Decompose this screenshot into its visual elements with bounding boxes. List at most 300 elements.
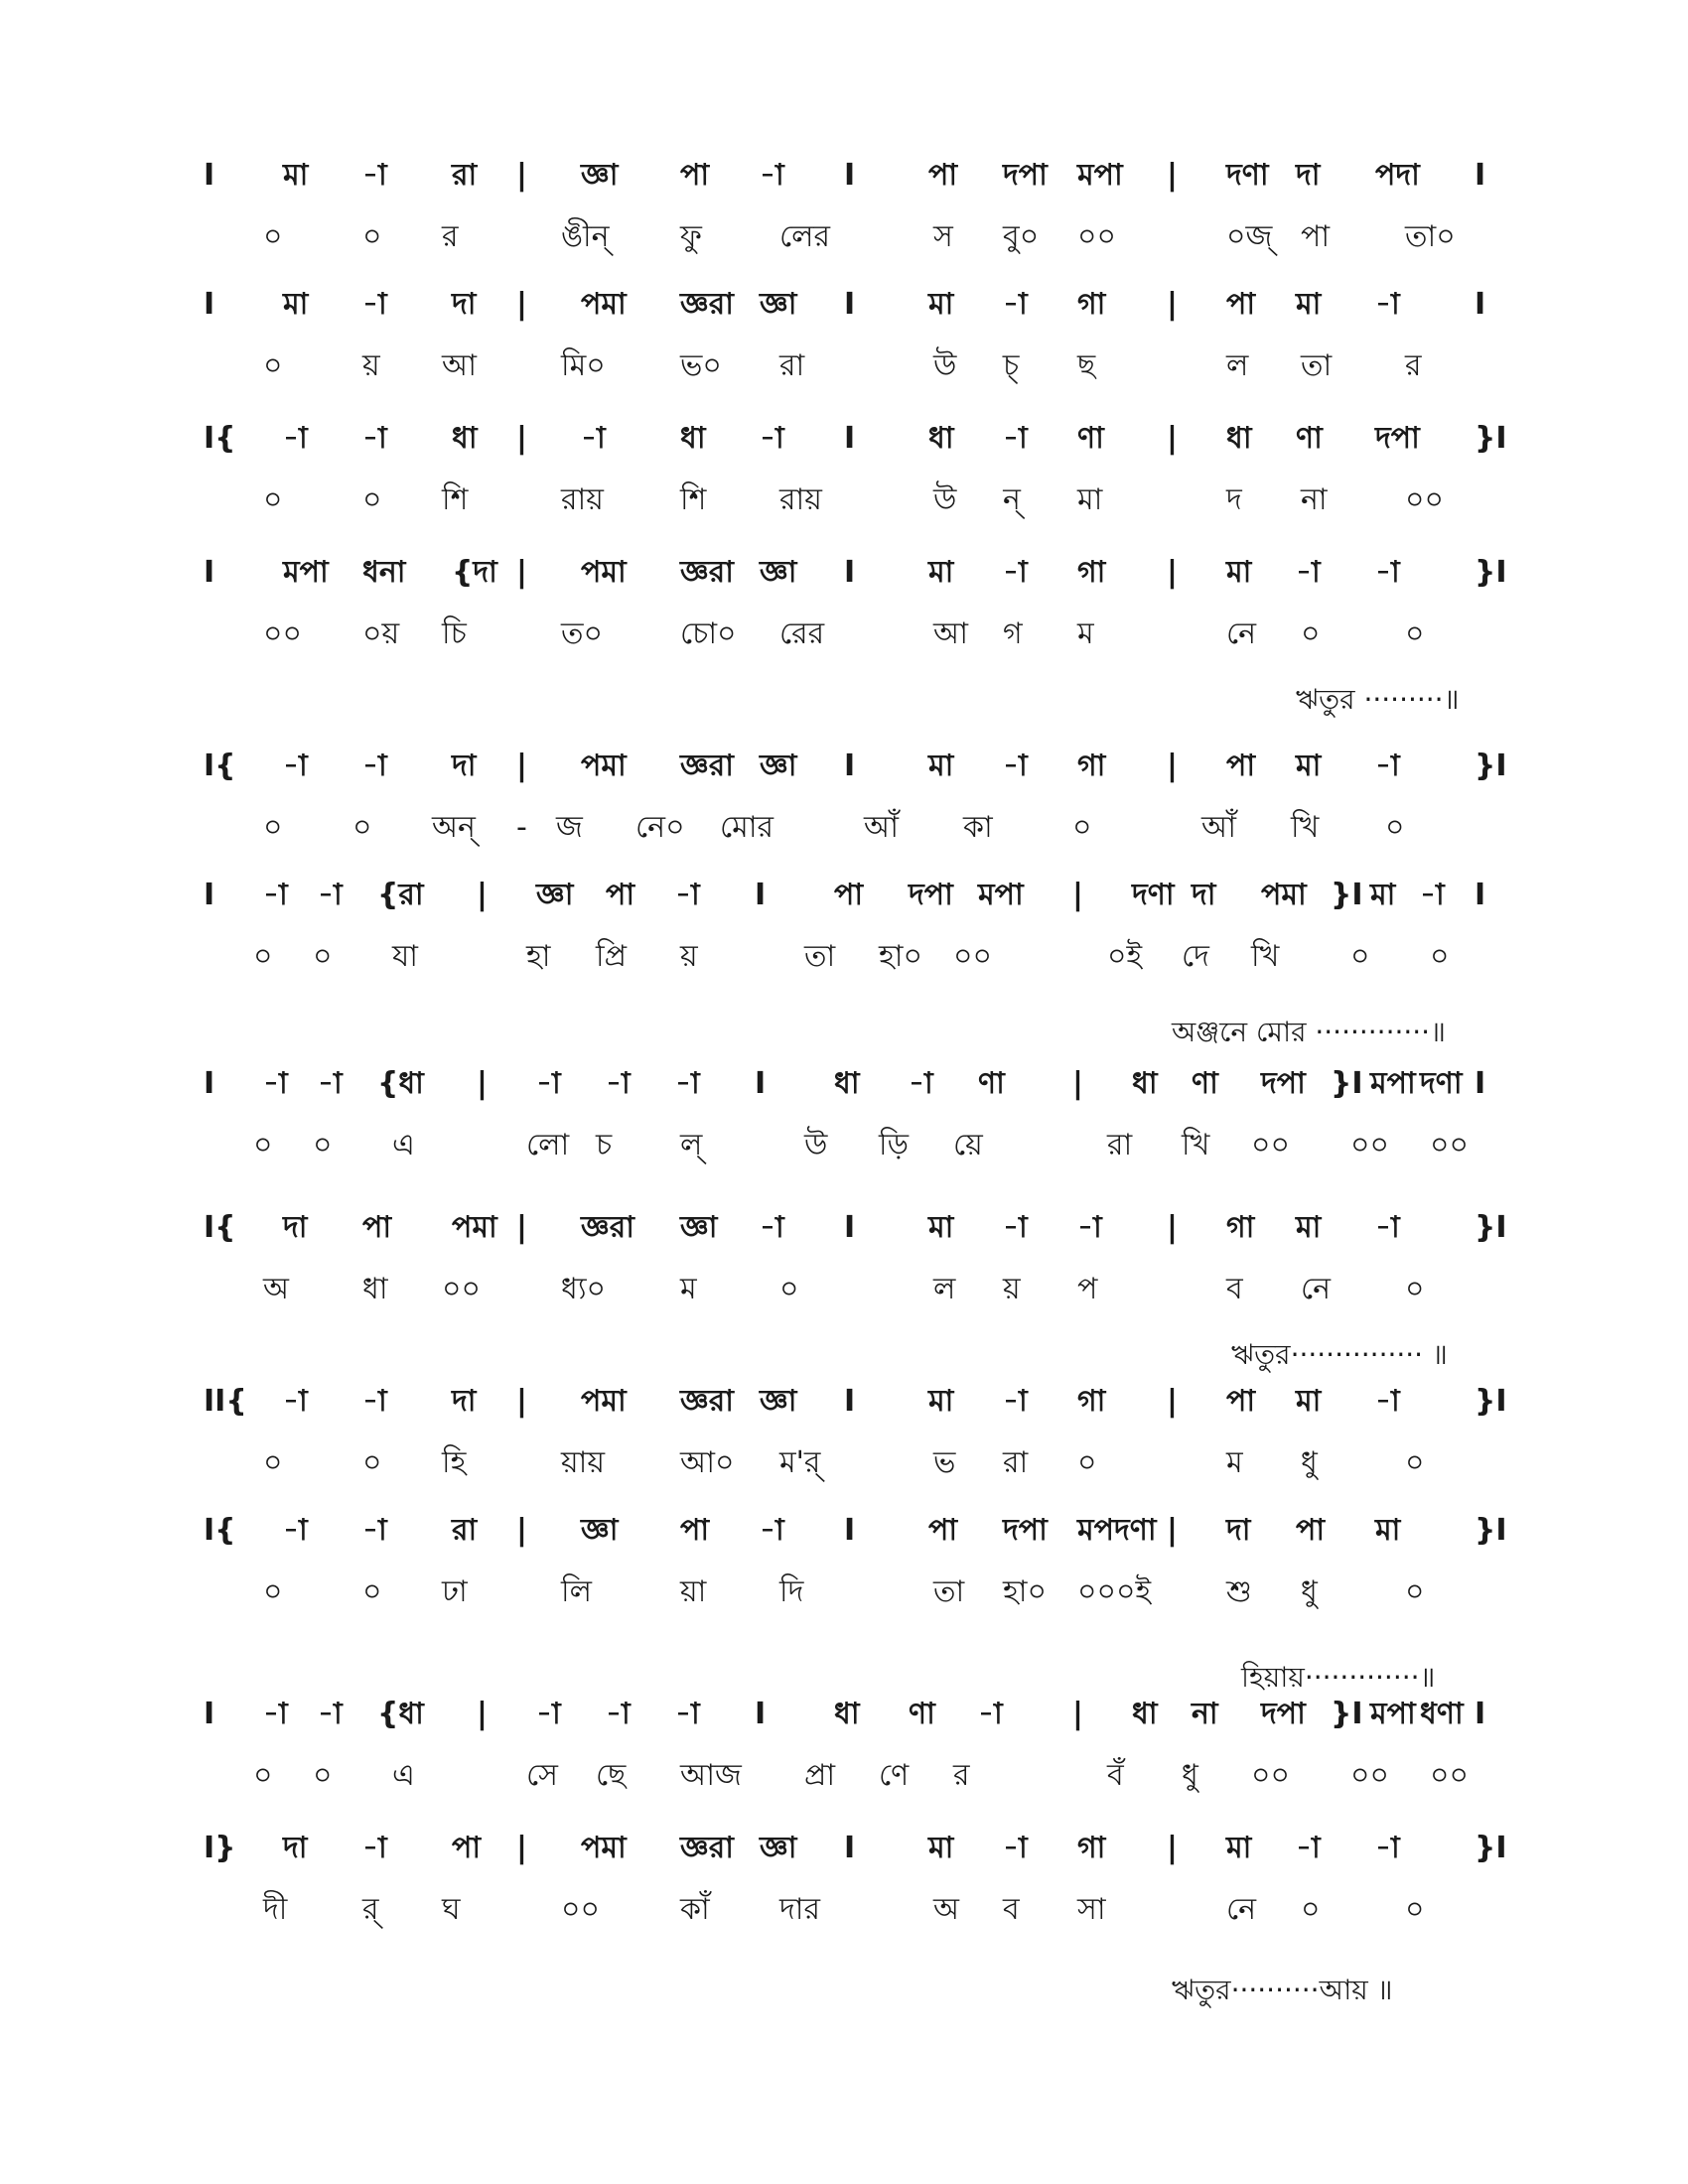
lyric-syllable: চো০: [680, 616, 737, 651]
swara-note: {ধা: [377, 1066, 424, 1101]
swara-note: ণা: [1192, 1066, 1218, 1101]
lyric-syllable: হা০: [1003, 1574, 1047, 1609]
lyric-syllable: ০য়: [362, 616, 400, 651]
barline: I: [844, 749, 856, 783]
lyric-syllable: ০: [1301, 616, 1321, 651]
barline: |: [1167, 749, 1178, 783]
lyric-syllable: ০: [352, 810, 372, 845]
lyric-syllable: লি: [561, 1574, 592, 1609]
swara-note: -া: [1077, 1210, 1102, 1245]
lyric-syllable: অন্: [432, 810, 476, 845]
notation-line: [0, 1827, 1688, 1870]
barline: I: [1475, 1066, 1486, 1101]
barline: I}: [204, 1831, 236, 1865]
barline: I: [204, 1066, 215, 1101]
swara-note: মা: [1370, 878, 1396, 912]
swara-note: গা: [1077, 1831, 1106, 1865]
lyrics-line: [0, 1570, 1688, 1614]
swara-note: মপা: [978, 878, 1024, 912]
barline: I: [204, 287, 215, 322]
lyric-syllable: ০: [779, 1272, 799, 1306]
barline: I: [204, 1697, 215, 1731]
swara-note: দা: [452, 749, 477, 783]
swara-note: পমা: [1261, 878, 1307, 912]
barline: }I: [1475, 421, 1507, 456]
swara-note: -া: [536, 1697, 561, 1731]
notation-line: [0, 551, 1688, 595]
swara-note: জ্ঞরা: [680, 749, 734, 783]
lyric-syllable: নে: [1301, 1272, 1332, 1306]
barline: |: [1167, 1210, 1178, 1245]
swara-note: -া: [1003, 1831, 1028, 1865]
swara-note: পা: [680, 1513, 710, 1548]
swara-note: দপা: [1261, 1697, 1306, 1731]
lyric-syllable: কা: [963, 810, 993, 845]
swara-note: জ্ঞরা: [680, 287, 734, 322]
swara-note: পা: [1226, 749, 1256, 783]
lyric-syllable: ড়ি: [879, 1128, 910, 1162]
lyric-syllable: ০: [362, 219, 382, 254]
lyric-syllable: সে: [526, 1758, 558, 1793]
swara-note: -া: [318, 1066, 343, 1101]
lyric-syllable: ০: [313, 1758, 333, 1793]
swara-note: পমা: [581, 287, 627, 322]
barline: |: [1072, 1697, 1083, 1731]
swara-note: ধা: [928, 421, 954, 456]
swara-note: পা: [1296, 1513, 1326, 1548]
swara-note: পা: [1226, 287, 1256, 322]
swara-note: -া: [362, 158, 387, 193]
lyrics-line: [0, 935, 1688, 979]
lyric-syllable: উ: [933, 348, 957, 383]
lyric-syllable: ০: [313, 1128, 333, 1162]
refrain-cue: ঋতুর··············· ॥: [1231, 1338, 1448, 1371]
swara-note: -া: [362, 1384, 387, 1419]
lyric-syllable: নে: [1226, 1892, 1257, 1927]
swara-note: -া: [675, 878, 700, 912]
lyrics-line: [0, 478, 1688, 522]
swara-note: ধনা: [362, 555, 406, 590]
swara-note: জ্ঞা: [581, 158, 619, 193]
swara-note: -া: [606, 1697, 631, 1731]
swara-note: -া: [283, 1384, 308, 1419]
lyric-syllable: ০: [362, 1574, 382, 1609]
barline: |: [516, 749, 527, 783]
swara-note: -া: [318, 1697, 343, 1731]
swara-note: ণা: [909, 1697, 935, 1731]
swara-note: -া: [675, 1066, 700, 1101]
barline: I: [844, 1831, 856, 1865]
lyric-syllable: ০০০ই: [1077, 1574, 1152, 1609]
lyric-syllable: উ: [804, 1128, 828, 1162]
swara-note: দপা: [1003, 158, 1048, 193]
lyric-syllable: শি: [680, 482, 707, 517]
swara-note: জ্ঞা: [581, 1513, 619, 1548]
swara-note: {ধা: [377, 1697, 424, 1731]
barline: I: [1475, 287, 1486, 322]
refrain-cue: ঋতুর ·········॥: [1296, 683, 1460, 716]
barline: I: [844, 287, 856, 322]
swara-note: -া: [1296, 1831, 1321, 1865]
swara-note: দা: [452, 1384, 477, 1419]
swara-note: মা: [928, 1210, 954, 1245]
barline: }I: [1475, 1210, 1507, 1245]
barline: I{: [204, 1210, 236, 1245]
barline: }I: [1475, 555, 1507, 590]
barline: I: [755, 1066, 767, 1101]
lyric-syllable: লো: [526, 1128, 570, 1162]
swara-note: দা: [283, 1210, 308, 1245]
lyric-syllable: ব: [1003, 1892, 1020, 1927]
swara-note: রা: [452, 1513, 478, 1548]
swara-note: -া: [362, 1831, 387, 1865]
notation-line: [0, 745, 1688, 788]
barline: I: [844, 555, 856, 590]
lyric-syllable: ০: [263, 348, 283, 383]
swara-note: -া: [362, 749, 387, 783]
swara-note: {দা: [452, 555, 497, 590]
lyric-syllable: য়া: [680, 1574, 707, 1609]
swara-note: মা: [283, 158, 309, 193]
swara-note: পা: [606, 878, 635, 912]
lyric-syllable: ০০: [1430, 1758, 1470, 1793]
swara-note: -া: [1375, 749, 1400, 783]
lyrics-line: [0, 806, 1688, 850]
swara-note: দণা: [1226, 158, 1269, 193]
barline: }I: [1475, 1384, 1507, 1419]
lyric-syllable: প্রা: [804, 1758, 836, 1793]
lyric-syllable: তা: [1301, 348, 1333, 383]
swara-note: মপা: [283, 555, 329, 590]
lyric-syllable: ০: [1405, 1574, 1425, 1609]
lyric-syllable: গ: [1003, 616, 1023, 651]
lyric-syllable: ম'র্: [779, 1445, 821, 1480]
lyric-syllable: র: [1405, 348, 1422, 383]
barline: |: [1167, 1831, 1178, 1865]
swara-note: জ্ঞা: [760, 555, 797, 590]
barline: I{: [204, 421, 236, 456]
lyric-syllable: অ: [933, 1892, 959, 1927]
swara-note: -া: [283, 1513, 308, 1548]
lyric-syllable: ০: [1385, 810, 1405, 845]
swara-note: ধা: [1132, 1066, 1158, 1101]
swara-note: জ্ঞরা: [680, 555, 734, 590]
swara-note: পা: [834, 878, 864, 912]
swara-note: -া: [536, 1066, 561, 1101]
swara-note: -া: [318, 878, 343, 912]
notation-line: [0, 1380, 1688, 1424]
lyrics-line: [0, 1888, 1688, 1932]
lyric-syllable: ০: [362, 1445, 382, 1480]
swara-note: দপা: [1261, 1066, 1306, 1101]
notation-line: [0, 417, 1688, 461]
lyric-syllable: বঁ: [1107, 1758, 1124, 1793]
lyric-syllable: পা: [1301, 219, 1331, 254]
lyric-syllable: ০: [263, 810, 283, 845]
swara-note: -া: [909, 1066, 933, 1101]
swara-note: দণা: [1420, 1066, 1463, 1101]
swara-note: গা: [1226, 1210, 1255, 1245]
swara-note: জ্ঞা: [680, 1210, 718, 1245]
swara-note: -া: [1375, 1210, 1400, 1245]
lyric-syllable: য়: [362, 348, 380, 383]
barline: |: [516, 1831, 527, 1865]
lyric-syllable: মা: [1077, 482, 1103, 517]
lyrics-line: [0, 215, 1688, 259]
swara-note: দপা: [1003, 1513, 1048, 1548]
barline: }I: [1475, 1831, 1507, 1865]
lyrics-line: [0, 1754, 1688, 1798]
lyric-syllable: সা: [1077, 1892, 1106, 1927]
barline: I: [844, 421, 856, 456]
swara-note: ধা: [834, 1066, 860, 1101]
notation-line: [0, 283, 1688, 327]
swara-note: পমা: [581, 1384, 627, 1419]
lyrics-line: [0, 1268, 1688, 1311]
lyric-syllable: ফু: [680, 219, 702, 254]
swara-note: না: [1192, 1697, 1218, 1731]
swara-note: গা: [1077, 1384, 1106, 1419]
swara-note: -া: [675, 1697, 700, 1731]
swara-note: -া: [263, 878, 288, 912]
barline: I: [204, 878, 215, 912]
swara-note: -া: [1003, 555, 1028, 590]
notation-line: [0, 1062, 1688, 1106]
lyric-syllable: ০: [1301, 1892, 1321, 1927]
lyric-syllable: ভ: [933, 1445, 956, 1480]
barline: |: [1072, 1066, 1083, 1101]
lyric-syllable: ধু: [1301, 1445, 1318, 1480]
swara-note: ধা: [1226, 421, 1252, 456]
barline: |: [1167, 1384, 1178, 1419]
lyrics-line: [0, 1124, 1688, 1167]
swara-note: -া: [362, 421, 387, 456]
lyric-syllable: ধু: [1182, 1758, 1198, 1793]
lyric-syllable: দী: [263, 1892, 288, 1927]
lyric-syllable: দার: [779, 1892, 820, 1927]
lyric-syllable: নে: [1226, 616, 1257, 651]
swara-note: ধা: [452, 421, 478, 456]
lyric-syllable: ছে: [596, 1758, 627, 1793]
barline: |: [516, 421, 527, 456]
swara-note: -া: [1375, 555, 1400, 590]
lyric-syllable: ল: [933, 1272, 956, 1306]
swara-note: জ্ঞা: [760, 1384, 797, 1419]
lyric-syllable: ম: [1226, 1445, 1243, 1480]
lyric-syllable: ০: [1430, 939, 1450, 974]
lyric-syllable: ০: [1405, 1892, 1425, 1927]
swara-note: মা: [1296, 1210, 1322, 1245]
lyric-syllable: য়: [680, 939, 698, 974]
lyric-syllable: প: [1077, 1272, 1098, 1306]
swara-note: -া: [1003, 287, 1028, 322]
lyric-syllable: প্রি: [596, 939, 627, 974]
lyric-syllable: চি: [442, 616, 467, 651]
barline: |: [516, 287, 527, 322]
swara-note: মা: [1226, 555, 1252, 590]
lyric-syllable: মি০: [561, 348, 606, 383]
barline: I: [844, 158, 856, 193]
lyric-syllable: কাঁ: [680, 1892, 710, 1927]
lyric-syllable: লের: [779, 219, 831, 254]
swara-note: -া: [1375, 287, 1400, 322]
swara-note: -া: [283, 749, 308, 783]
lyric-syllable: ভ০: [680, 348, 722, 383]
lyric-syllable: য়: [1003, 1272, 1021, 1306]
swara-note: -া: [1420, 878, 1445, 912]
notation-line: [0, 1509, 1688, 1553]
swara-note: মা: [928, 1831, 954, 1865]
lyric-syllable: ০: [1405, 1445, 1425, 1480]
swara-note: জ্ঞরা: [680, 1384, 734, 1419]
swara-note: জ্ঞা: [760, 1831, 797, 1865]
lyric-syllable: দি: [779, 1574, 804, 1609]
swara-note: ধণা: [1420, 1697, 1464, 1731]
swara-note: দা: [452, 287, 477, 322]
lyric-syllable: জ: [556, 810, 583, 845]
lyric-syllable: ল্: [680, 1128, 703, 1162]
swara-note: -া: [1375, 1384, 1400, 1419]
swara-note: -া: [362, 1513, 387, 1548]
barline: |: [516, 1210, 527, 1245]
barline: }I: [1331, 878, 1363, 912]
lyric-syllable: ম: [680, 1272, 697, 1306]
lyric-syllable: য়ে: [953, 1128, 983, 1162]
barline: I: [204, 555, 215, 590]
lyric-syllable: ম: [1077, 616, 1094, 651]
lyric-syllable: র্: [362, 1892, 379, 1927]
swara-note: {রা: [377, 878, 424, 912]
lyric-syllable: র: [442, 219, 459, 254]
barline: I: [1475, 158, 1486, 193]
swara-note: ণা: [978, 1066, 1005, 1101]
lyric-syllable: আঁ: [1201, 810, 1236, 845]
barline: I: [844, 1513, 856, 1548]
swara-note: -া: [760, 158, 784, 193]
lyrics-line: [0, 344, 1688, 388]
swara-note: -া: [263, 1697, 288, 1731]
lyric-syllable: ন্: [1003, 482, 1021, 517]
lyric-syllable: ঙীন্: [561, 219, 610, 254]
lyric-syllable: এ: [392, 1128, 415, 1162]
swara-note: -া: [1003, 421, 1028, 456]
swara-note: জ্ঞরা: [581, 1210, 634, 1245]
swara-note: -া: [1003, 1384, 1028, 1419]
lyric-syllable: ০ই: [1107, 939, 1143, 974]
swara-note: পা: [362, 1210, 392, 1245]
lyric-syllable: ধা: [362, 1272, 388, 1306]
swara-note: পা: [928, 158, 958, 193]
notation-line: [0, 154, 1688, 198]
lyric-syllable: ণে: [879, 1758, 910, 1793]
lyric-syllable: ০: [263, 482, 283, 517]
swara-note: দপা: [909, 878, 953, 912]
lyric-syllable: ০: [253, 939, 273, 974]
barline: I: [844, 1384, 856, 1419]
barline: I: [755, 878, 767, 912]
lyric-syllable: ০০: [1251, 1128, 1291, 1162]
swara-note: ণা: [1296, 421, 1323, 456]
swara-note: জ্ঞা: [536, 878, 574, 912]
barline: |: [1167, 158, 1178, 193]
lyric-syllable: মোর: [720, 810, 774, 845]
lyric-syllable: তা: [804, 939, 836, 974]
lyric-syllable: রা: [779, 348, 805, 383]
swara-note: পমা: [452, 1210, 497, 1245]
lyric-syllable: খি: [1251, 939, 1280, 974]
barline: |: [516, 555, 527, 590]
barline: |: [516, 1513, 527, 1548]
barline: |: [516, 1384, 527, 1419]
barline: |: [1167, 1513, 1178, 1548]
lyric-syllable: আ০: [680, 1445, 735, 1480]
lyric-syllable: ০০: [442, 1272, 482, 1306]
swara-note: গা: [1077, 555, 1106, 590]
lyric-syllable: উ: [933, 482, 957, 517]
swara-note: -া: [362, 287, 387, 322]
swara-note: ধা: [680, 421, 706, 456]
barline: }I: [1475, 1513, 1507, 1548]
lyric-syllable: রায়: [561, 482, 604, 517]
lyric-syllable: ০: [313, 939, 333, 974]
lyric-syllable: হা: [526, 939, 551, 974]
lyric-syllable: খি: [1182, 1128, 1210, 1162]
lyric-syllable: ০: [1072, 810, 1092, 845]
barline: }I: [1331, 1066, 1363, 1101]
lyric-syllable: ০: [1350, 939, 1370, 974]
lyric-syllable: ০০: [1077, 219, 1117, 254]
swara-note: রা: [452, 158, 478, 193]
lyric-syllable: স: [933, 219, 953, 254]
swara-note: জ্ঞরা: [680, 1831, 734, 1865]
lyric-syllable: ০জ্: [1226, 219, 1273, 254]
lyric-syllable: আঁ: [864, 810, 899, 845]
lyric-syllable: ধ্য০: [561, 1272, 607, 1306]
lyric-syllable: হি: [442, 1445, 467, 1480]
lyric-syllable: ব: [1226, 1272, 1243, 1306]
barline: |: [477, 878, 488, 912]
swara-note: গা: [1077, 287, 1106, 322]
lyric-syllable: ০: [263, 219, 283, 254]
lyric-syllable: রা: [1107, 1128, 1133, 1162]
lyric-syllable: ০০: [1430, 1128, 1470, 1162]
swara-note: মা: [928, 555, 954, 590]
lyric-syllable: য়ায়: [561, 1445, 606, 1480]
swara-note: -া: [606, 1066, 631, 1101]
lyric-syllable: বু০: [1003, 219, 1040, 254]
swara-note: -া: [1296, 555, 1321, 590]
swara-note: -া: [263, 1066, 288, 1101]
barline: |: [516, 158, 527, 193]
lyric-syllable: ০০: [1350, 1758, 1390, 1793]
swara-note: -া: [760, 1210, 784, 1245]
lyric-syllable: ০: [253, 1128, 273, 1162]
lyric-syllable: ০: [253, 1758, 273, 1793]
barline: }I: [1331, 1697, 1363, 1731]
swara-note: দণা: [1132, 878, 1175, 912]
lyric-syllable: ঢা: [442, 1574, 468, 1609]
swara-note: দা: [283, 1831, 308, 1865]
swara-note: -া: [760, 421, 784, 456]
barline: |: [1167, 287, 1178, 322]
swara-note: মা: [928, 749, 954, 783]
lyric-syllable: শি: [442, 482, 469, 517]
barline: |: [477, 1697, 488, 1731]
lyric-syllable: ০: [1405, 1272, 1425, 1306]
barline: I{: [204, 1513, 236, 1548]
swara-note: মপা: [1077, 158, 1123, 193]
swara-note: -া: [1375, 1831, 1400, 1865]
